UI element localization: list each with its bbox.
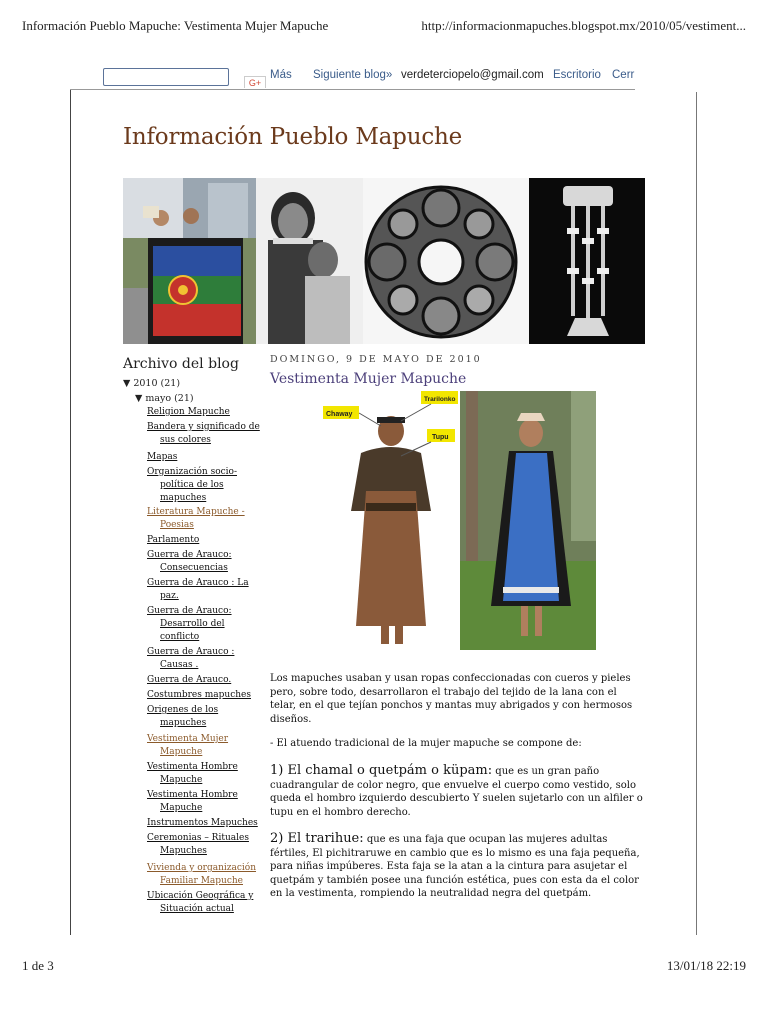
navbar-close-link[interactable]: Cerr	[612, 69, 635, 81]
frame-right-border	[696, 92, 697, 935]
archive-post-link[interactable]	[147, 406, 263, 419]
archive-post-link-text: Bandera y significado de	[147, 422, 260, 432]
navbar-user-email: verdeterciopelo@gmail.com	[401, 69, 544, 81]
archive-post-link-text: Situación actual	[160, 904, 234, 914]
archive-post-link[interactable]	[147, 704, 263, 730]
archive-post-link-text: Instrumentos Mapuches	[147, 818, 258, 828]
archive-post-link-text: Literatura Mapuche -	[147, 507, 245, 517]
label-tupu: Tupu	[432, 434, 449, 441]
banner-circle-collage-image	[363, 178, 529, 344]
print-header	[22, 18, 746, 38]
label-chaway: Chaway	[326, 411, 353, 418]
trarihue-heading: 2) El trarihue:	[270, 831, 364, 846]
archive-post-link-text: Origenes de los	[147, 705, 219, 715]
archive-post-link-text: Guerra de Arauco:	[147, 550, 232, 560]
archive-post-link-text: Consecuencias	[160, 563, 228, 573]
blog-archive-sidebar	[123, 356, 263, 914]
print-page-url: http://informacionmapuches.blogspot.mx/2010/05/vestiment...	[421, 18, 746, 33]
blog-archive-heading: Archivo del blog	[123, 356, 239, 372]
navbar-divider	[70, 89, 635, 90]
archive-post-link-text: Desarrollo del	[160, 619, 225, 629]
print-datetime: 13/01/18 22:19	[666, 958, 746, 973]
archive-post-link-text: Causas .	[160, 660, 199, 670]
banner-silver-jewelry-image	[529, 178, 645, 344]
chamal-heading: 1) El chamal o quetpám o küpam:	[270, 763, 493, 778]
label-trarilonko: Trarilonko	[424, 396, 456, 403]
archive-post-link[interactable]	[147, 689, 263, 702]
photo-mapuche-woman-image	[460, 391, 596, 650]
post-paragraph-chamal	[270, 764, 645, 819]
archive-post-link-text: Mapuche	[160, 775, 203, 785]
post-paragraph-trarihue	[270, 832, 645, 901]
archive-post-link[interactable]	[147, 890, 263, 916]
navbar-dashboard-link[interactable]: Escritorio	[553, 69, 601, 81]
archive-post-link[interactable]	[147, 789, 263, 815]
archive-post-link-text: mapuches	[160, 718, 207, 728]
post-date-header: DOMINGO, 9 DE MAYO DE 2010	[270, 354, 482, 365]
archive-post-link-text: Vestimenta Hombre	[147, 790, 238, 800]
archive-post-link-text: Parlamento	[147, 535, 200, 545]
archive-post-link-text: conflicto	[160, 632, 200, 642]
archive-post-link-text: sus colores	[160, 435, 211, 445]
archive-post-link-text: Guerra de Arauco :	[147, 647, 235, 657]
archive-post-link[interactable]	[147, 674, 263, 687]
archive-post-link[interactable]	[147, 466, 263, 505]
archive-post-link[interactable]	[147, 817, 263, 830]
archive-post-link-text: Ubicación Geográfica y	[147, 891, 254, 901]
frame-left-border	[70, 90, 71, 935]
archive-post-link-text: paz.	[160, 591, 179, 601]
archive-post-link-text: Ceremonias – Rituales	[147, 833, 249, 843]
post-clothing-image[interactable]	[321, 391, 596, 650]
archive-post-link-text: Guerra de Arauco.	[147, 675, 232, 685]
archive-post-link-text: mapuches	[160, 493, 207, 503]
archive-post-link-text: Guerra de Arauco:	[147, 606, 232, 616]
archive-post-link[interactable]	[147, 451, 263, 464]
archive-post-link[interactable]	[147, 549, 263, 575]
archive-post-link-text: Mapuches	[160, 846, 207, 856]
navbar-more-link[interactable]: Más	[270, 69, 292, 81]
archive-year-toggle[interactable]: ▼ 2010 (21)	[123, 378, 181, 389]
archive-post-link-text: Vestimenta Hombre	[147, 762, 238, 772]
archive-post-link[interactable]	[147, 506, 263, 532]
archive-post-link-text: Vivienda y organización	[147, 863, 257, 873]
archive-post-link-text: política de los	[160, 480, 224, 490]
post-paragraph-intro: Los mapuches usaban y usan ropas confeccionadas con cueros y pieles pero, sobre todo, desarrollaron el trabajo del tejido de la lana con el telar, en el que tejían ponchos y mantas muy abrigados y con hermosos diseños.	[270, 673, 633, 725]
print-page-number: 1 de 3	[22, 958, 54, 973]
archive-post-link-text: Poesias	[160, 520, 194, 530]
google-plus-icon[interactable]: G+	[244, 76, 266, 88]
post-paragraph-attire: - El atuendo tradicional de la mujer mapuche se compone de:	[270, 738, 582, 749]
banner-portrait-image	[256, 178, 363, 344]
blog-title[interactable]: Información Pueblo Mapuche	[123, 124, 463, 150]
archive-post-link-text: Costumbres mapuches	[147, 690, 251, 700]
archive-post-link[interactable]	[147, 577, 263, 603]
archive-post-link[interactable]	[147, 421, 263, 447]
archive-post-link-text: Religion Mapuche	[147, 407, 230, 417]
archive-month-toggle[interactable]: ▼ mayo (21)	[135, 393, 194, 404]
archive-post-link-text: Mapas	[147, 452, 178, 462]
navbar-search-input[interactable]	[103, 68, 229, 86]
archive-post-link[interactable]	[147, 761, 263, 787]
archive-post-link[interactable]	[147, 534, 263, 547]
archive-post-link-text: Mapuche	[160, 747, 203, 757]
illustrated-mapuche-woman-image	[321, 391, 459, 650]
archive-post-link-text: Familiar Mapuche	[160, 876, 243, 886]
archive-post-link[interactable]	[147, 646, 263, 672]
archive-post-link[interactable]	[147, 733, 263, 759]
navbar-next-blog-link[interactable]: Siguiente blog»	[313, 69, 393, 81]
chamal-description: que es un gran paño cuadrangular de color negro, que envuelve el cuerpo como vestido, solo queda el hombro izquierdo descubierto Y suelen sujetarlo con un alfiler o tupu en el hombro derecho.	[270, 766, 643, 818]
print-page-title: Información Pueblo Mapuche: Vestimenta Mujer Mapuche	[22, 18, 329, 33]
archive-post-link-text: Mapuche	[160, 803, 203, 813]
archive-post-link-text: Organización socio-	[147, 467, 237, 477]
archive-post-link-text: Guerra de Arauco : La	[147, 578, 249, 588]
archive-post-link[interactable]	[147, 832, 263, 858]
blogger-navbar	[70, 64, 635, 88]
archive-post-link-text: Vestimenta Mujer	[147, 734, 229, 744]
archive-post-link[interactable]	[147, 605, 263, 644]
post-title[interactable]: Vestimenta Mujer Mapuche	[270, 371, 467, 387]
header-banner-image[interactable]	[123, 178, 645, 344]
banner-protest-flag-image	[123, 178, 256, 344]
trarihue-description: que es una faja que ocupan las mujeres adultas fértiles, El pichitraruwe en cambio que es lo mismo es una faja pequeña, para niñas impúberes. Esta faja se la atan a la cintura para asujetar el quetpám y también posee una función estética, pues con esta da el color en la vestimenta, rompiendo la neutralidad negra del quetpám.	[270, 834, 640, 899]
archive-post-link[interactable]	[147, 862, 263, 888]
